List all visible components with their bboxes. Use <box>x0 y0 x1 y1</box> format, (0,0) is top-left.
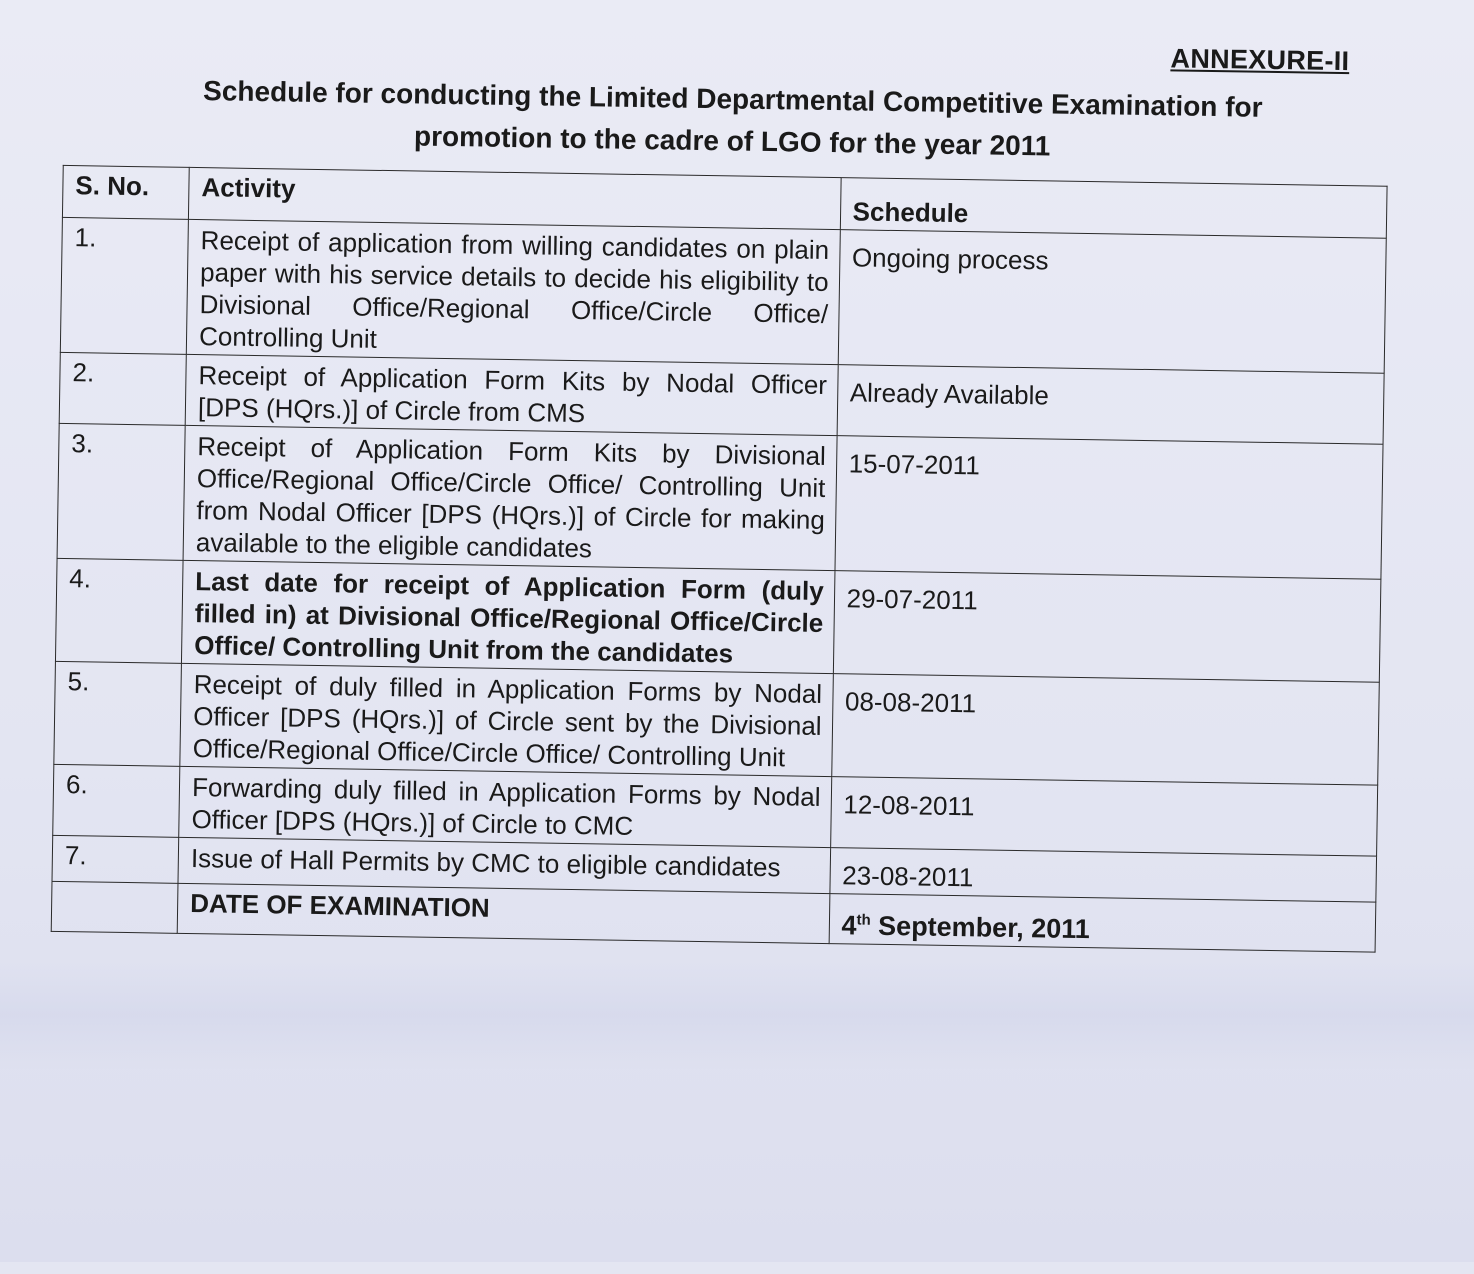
row-sno: 1. <box>60 217 188 354</box>
row-schedule: 15-07-2011 <box>835 436 1383 580</box>
row-activity: Receipt of application from willing candidates on plain paper with his service details to decide his eligibility to Divisional Office/Regional Office/Circle Office/ Controlling Unit <box>186 219 840 364</box>
exam-date-day: 4 <box>841 910 857 941</box>
annexure-label: ANNEXURE-II <box>1170 43 1350 77</box>
row-activity: Forwarding duly filled in Application Forms by Nodal Officer [DPS (HQrs.)] of Circle to CMC <box>179 766 832 847</box>
row-schedule: 08-08-2011 <box>831 674 1379 786</box>
row-sno: 3. <box>57 423 185 560</box>
table-row <box>57 423 1383 579</box>
schedule-table <box>51 165 1388 953</box>
row-activity: Receipt of duly filled in Application Forms by Nodal Officer [DPS (HQrs.)] of Circle sent by the Divisional Office/Regional Office/Circle Office/ Controlling Unit <box>180 663 833 776</box>
exam-date-sno-cell <box>51 881 178 933</box>
row-sno: 2. <box>59 352 186 425</box>
row-schedule: Ongoing process <box>838 230 1386 374</box>
row-schedule: 12-08-2011 <box>830 777 1377 857</box>
row-schedule: Already Available <box>837 365 1384 445</box>
exam-date-month-year: September, 2011 <box>870 910 1091 945</box>
document-title <box>97 68 1368 172</box>
row-activity: Last date for receipt of Application Form (duly filled in) at Divisional Office/Regional Office/Circle Office/ Controlling Unit from the candidates <box>182 560 835 673</box>
exam-date-value <box>829 894 1376 953</box>
header-schedule: Schedule <box>840 178 1387 239</box>
exam-date-day-suffix: th <box>856 911 871 929</box>
title-line-1: Schedule for conducting the Limited Departmental Competitive Examination for <box>202 75 1263 123</box>
row-schedule: 23-08-2011 <box>829 848 1376 903</box>
row-sno: 6. <box>53 764 180 837</box>
row-activity: Receipt of Application Form Kits by Nodal Officer [DPS (HQrs.)] of Circle from CMS <box>185 354 838 435</box>
exam-date-label: DATE OF EXAMINATION <box>177 883 829 943</box>
header-sno: S. No. <box>62 165 189 219</box>
title-line-2: promotion to the cadre of LGO for the year 2011 <box>413 120 1051 162</box>
row-activity: Issue of Hall Permits by CMC to eligible candidates <box>178 837 830 893</box>
header-activity: Activity <box>189 167 841 229</box>
row-activity: Receipt of Application Form Kits by Divisional Office/Regional Office/Circle Office/ Controlling Unit from Nodal Officer [DPS (HQrs.)] of Circle for making available to the eligible candidates <box>183 425 837 570</box>
row-sno: 7. <box>52 835 179 883</box>
row-sno: 5. <box>54 661 182 766</box>
table-row <box>60 217 1386 373</box>
row-schedule: 29-07-2011 <box>833 571 1381 683</box>
row-sno: 4. <box>55 558 183 663</box>
